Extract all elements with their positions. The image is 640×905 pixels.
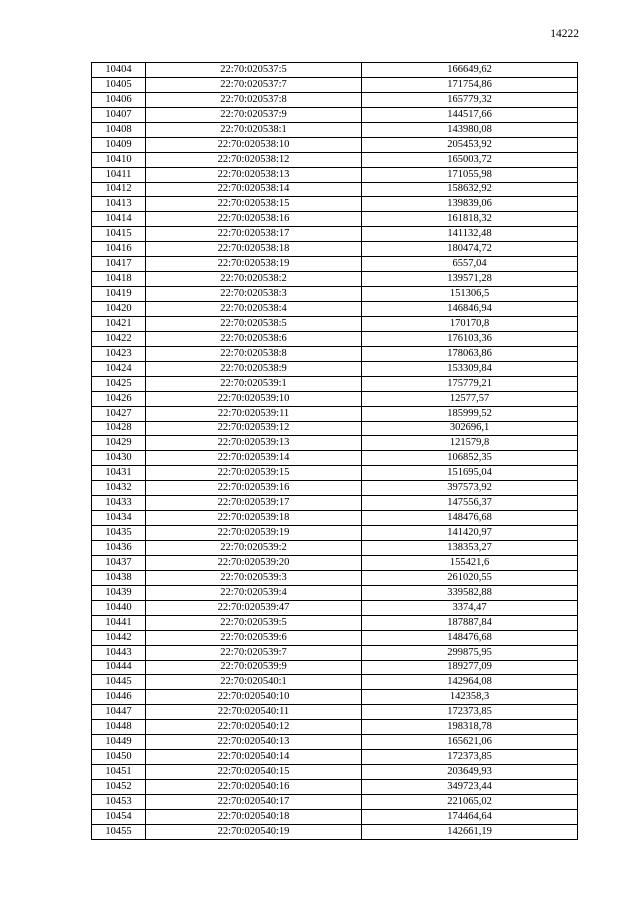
- cadastral-number-cell: 22:70:020538:10: [146, 137, 362, 152]
- value-cell: 161818,32: [362, 212, 578, 227]
- table-row: [92, 690, 578, 705]
- value-cell: 3374,47: [362, 600, 578, 615]
- value-cell: 121579,8: [362, 436, 578, 451]
- value-cell: 144517,66: [362, 107, 578, 122]
- cadastral-number-cell: 22:70:020540:15: [146, 765, 362, 780]
- value-cell: 142358,3: [362, 690, 578, 705]
- value-cell: 153309,84: [362, 361, 578, 376]
- table-row: [92, 107, 578, 122]
- cadastral-number-cell: 22:70:020538:9: [146, 361, 362, 376]
- row-number-cell: 10414: [92, 212, 146, 227]
- table-row: [92, 63, 578, 78]
- value-cell: 12577,57: [362, 391, 578, 406]
- cadastral-number-cell: 22:70:020540:11: [146, 705, 362, 720]
- table-row: [92, 645, 578, 660]
- row-number-cell: 10445: [92, 675, 146, 690]
- table-row: [92, 92, 578, 107]
- table-row: [92, 735, 578, 750]
- cadastral-number-cell: 22:70:020539:5: [146, 615, 362, 630]
- value-cell: 189277,09: [362, 660, 578, 675]
- value-cell: 180474,72: [362, 242, 578, 257]
- table-row: [92, 242, 578, 257]
- row-number-cell: 10426: [92, 391, 146, 406]
- value-cell: 141420,97: [362, 526, 578, 541]
- cadastral-number-cell: 22:70:020539:12: [146, 421, 362, 436]
- table-row: [92, 391, 578, 406]
- cadastral-number-cell: 22:70:020538:5: [146, 316, 362, 331]
- row-number-cell: 10405: [92, 77, 146, 92]
- row-number-cell: 10412: [92, 182, 146, 197]
- table-row: [92, 765, 578, 780]
- value-cell: 146846,94: [362, 302, 578, 317]
- table-row: [92, 346, 578, 361]
- cadastral-number-cell: 22:70:020540:19: [146, 824, 362, 839]
- table-row: [92, 287, 578, 302]
- cadastral-number-cell: 22:70:020539:4: [146, 585, 362, 600]
- row-number-cell: 10434: [92, 511, 146, 526]
- cadastral-number-cell: 22:70:020538:15: [146, 197, 362, 212]
- row-number-cell: 10416: [92, 242, 146, 257]
- table-row: [92, 466, 578, 481]
- value-cell: 187887,84: [362, 615, 578, 630]
- row-number-cell: 10444: [92, 660, 146, 675]
- row-number-cell: 10424: [92, 361, 146, 376]
- cadastral-number-cell: 22:70:020538:16: [146, 212, 362, 227]
- cadastral-number-cell: 22:70:020538:1: [146, 122, 362, 137]
- table-row: [92, 496, 578, 511]
- table-row: [92, 780, 578, 795]
- cadastral-number-cell: 22:70:020538:4: [146, 302, 362, 317]
- row-number-cell: 10439: [92, 585, 146, 600]
- cadastral-number-cell: 22:70:020539:13: [146, 436, 362, 451]
- row-number-cell: 10421: [92, 316, 146, 331]
- table-row: [92, 481, 578, 496]
- row-number-cell: 10413: [92, 197, 146, 212]
- cadastral-number-cell: 22:70:020538:8: [146, 346, 362, 361]
- cadastral-number-cell: 22:70:020540:17: [146, 794, 362, 809]
- table-row: [92, 526, 578, 541]
- cadastral-number-cell: 22:70:020538:3: [146, 287, 362, 302]
- cadastral-number-cell: 22:70:020539:2: [146, 541, 362, 556]
- row-number-cell: 10448: [92, 720, 146, 735]
- cadastral-number-cell: 22:70:020539:14: [146, 451, 362, 466]
- table-row: [92, 794, 578, 809]
- row-number-cell: 10437: [92, 555, 146, 570]
- row-number-cell: 10429: [92, 436, 146, 451]
- cadastral-number-cell: 22:70:020540:1: [146, 675, 362, 690]
- value-cell: 174464,64: [362, 809, 578, 824]
- value-cell: 147556,37: [362, 496, 578, 511]
- row-number-cell: 10415: [92, 227, 146, 242]
- value-cell: 155421,6: [362, 555, 578, 570]
- table-row: [92, 720, 578, 735]
- cadastral-number-cell: 22:70:020537:7: [146, 77, 362, 92]
- table-row: [92, 750, 578, 765]
- cadastral-number-cell: 22:70:020538:12: [146, 152, 362, 167]
- cadastral-number-cell: 22:70:020539:3: [146, 570, 362, 585]
- value-cell: 165621,06: [362, 735, 578, 750]
- value-cell: 302696,1: [362, 421, 578, 436]
- table-row: [92, 361, 578, 376]
- table-row: [92, 376, 578, 391]
- row-number-cell: 10452: [92, 780, 146, 795]
- row-number-cell: 10425: [92, 376, 146, 391]
- value-cell: 170170,8: [362, 316, 578, 331]
- table-row: [92, 212, 578, 227]
- row-number-cell: 10410: [92, 152, 146, 167]
- value-cell: 261020,55: [362, 570, 578, 585]
- value-cell: 203649,93: [362, 765, 578, 780]
- page-number: 14222: [550, 28, 579, 40]
- row-number-cell: 10419: [92, 287, 146, 302]
- row-number-cell: 10440: [92, 600, 146, 615]
- value-cell: 171055,98: [362, 167, 578, 182]
- row-number-cell: 10406: [92, 92, 146, 107]
- row-number-cell: 10436: [92, 541, 146, 556]
- registry-table: [91, 62, 578, 840]
- cadastral-number-cell: 22:70:020539:11: [146, 406, 362, 421]
- row-number-cell: 10418: [92, 272, 146, 287]
- cadastral-number-cell: 22:70:020537:9: [146, 107, 362, 122]
- table-row: [92, 331, 578, 346]
- cadastral-number-cell: 22:70:020539:15: [146, 466, 362, 481]
- table-row: [92, 630, 578, 645]
- value-cell: 221065,02: [362, 794, 578, 809]
- cadastral-number-cell: 22:70:020538:2: [146, 272, 362, 287]
- table-row: [92, 511, 578, 526]
- table-row: [92, 302, 578, 317]
- value-cell: 148476,68: [362, 630, 578, 645]
- value-cell: 176103,36: [362, 331, 578, 346]
- row-number-cell: 10417: [92, 257, 146, 272]
- table-row: [92, 137, 578, 152]
- value-cell: 158632,92: [362, 182, 578, 197]
- value-cell: 171754,86: [362, 77, 578, 92]
- table-row: [92, 705, 578, 720]
- row-number-cell: 10431: [92, 466, 146, 481]
- row-number-cell: 10433: [92, 496, 146, 511]
- table-row: [92, 615, 578, 630]
- value-cell: 172373,85: [362, 750, 578, 765]
- row-number-cell: 10455: [92, 824, 146, 839]
- table-row: [92, 406, 578, 421]
- cadastral-number-cell: 22:70:020537:5: [146, 63, 362, 78]
- value-cell: 349723,44: [362, 780, 578, 795]
- row-number-cell: 10422: [92, 331, 146, 346]
- cadastral-number-cell: 22:70:020538:6: [146, 331, 362, 346]
- row-number-cell: 10441: [92, 615, 146, 630]
- cadastral-number-cell: 22:70:020539:1: [146, 376, 362, 391]
- row-number-cell: 10438: [92, 570, 146, 585]
- cadastral-number-cell: 22:70:020539:17: [146, 496, 362, 511]
- table-row: [92, 809, 578, 824]
- row-number-cell: 10449: [92, 735, 146, 750]
- table-row: [92, 824, 578, 839]
- row-number-cell: 10453: [92, 794, 146, 809]
- table-row: [92, 541, 578, 556]
- cadastral-number-cell: 22:70:020539:47: [146, 600, 362, 615]
- cadastral-number-cell: 22:70:020539:20: [146, 555, 362, 570]
- table-row: [92, 77, 578, 92]
- table-row: [92, 585, 578, 600]
- row-number-cell: 10442: [92, 630, 146, 645]
- cadastral-number-cell: 22:70:020539:10: [146, 391, 362, 406]
- table-row: [92, 600, 578, 615]
- value-cell: 166649,62: [362, 63, 578, 78]
- row-number-cell: 10446: [92, 690, 146, 705]
- row-number-cell: 10430: [92, 451, 146, 466]
- cadastral-number-cell: 22:70:020537:8: [146, 92, 362, 107]
- value-cell: 142964,08: [362, 675, 578, 690]
- cadastral-number-cell: 22:70:020538:17: [146, 227, 362, 242]
- cadastral-number-cell: 22:70:020539:6: [146, 630, 362, 645]
- table-row: [92, 660, 578, 675]
- value-cell: 339582,88: [362, 585, 578, 600]
- cadastral-number-cell: 22:70:020540:18: [146, 809, 362, 824]
- cadastral-number-cell: 22:70:020540:13: [146, 735, 362, 750]
- cadastral-number-cell: 22:70:020540:14: [146, 750, 362, 765]
- row-number-cell: 10428: [92, 421, 146, 436]
- table-row: [92, 436, 578, 451]
- value-cell: 6557,04: [362, 257, 578, 272]
- value-cell: 151695,04: [362, 466, 578, 481]
- cadastral-number-cell: 22:70:020539:9: [146, 660, 362, 675]
- cadastral-number-cell: 22:70:020538:13: [146, 167, 362, 182]
- row-number-cell: 10432: [92, 481, 146, 496]
- cadastral-number-cell: 22:70:020540:10: [146, 690, 362, 705]
- cadastral-number-cell: 22:70:020538:19: [146, 257, 362, 272]
- row-number-cell: 10454: [92, 809, 146, 824]
- cadastral-number-cell: 22:70:020539:16: [146, 481, 362, 496]
- cadastral-number-cell: 22:70:020538:18: [146, 242, 362, 257]
- value-cell: 138353,27: [362, 541, 578, 556]
- row-number-cell: 10411: [92, 167, 146, 182]
- value-cell: 165779,32: [362, 92, 578, 107]
- table-row: [92, 167, 578, 182]
- value-cell: 148476,68: [362, 511, 578, 526]
- value-cell: 178063,86: [362, 346, 578, 361]
- row-number-cell: 10427: [92, 406, 146, 421]
- value-cell: 106852,35: [362, 451, 578, 466]
- cadastral-number-cell: 22:70:020540:12: [146, 720, 362, 735]
- cadastral-number-cell: 22:70:020539:7: [146, 645, 362, 660]
- value-cell: 139571,28: [362, 272, 578, 287]
- value-cell: 198318,78: [362, 720, 578, 735]
- table-row: [92, 257, 578, 272]
- value-cell: 175779,21: [362, 376, 578, 391]
- row-number-cell: 10451: [92, 765, 146, 780]
- value-cell: 205453,92: [362, 137, 578, 152]
- table-row: [92, 197, 578, 212]
- cadastral-number-cell: 22:70:020538:14: [146, 182, 362, 197]
- table-row: [92, 122, 578, 137]
- table-row: [92, 316, 578, 331]
- row-number-cell: 10408: [92, 122, 146, 137]
- table-row: [92, 182, 578, 197]
- value-cell: 139839,06: [362, 197, 578, 212]
- table-row: [92, 451, 578, 466]
- row-number-cell: 10409: [92, 137, 146, 152]
- value-cell: 151306,5: [362, 287, 578, 302]
- value-cell: 397573,92: [362, 481, 578, 496]
- row-number-cell: 10423: [92, 346, 146, 361]
- cadastral-number-cell: 22:70:020539:18: [146, 511, 362, 526]
- registry-table-body: [92, 63, 578, 840]
- cadastral-number-cell: 22:70:020539:19: [146, 526, 362, 541]
- value-cell: 165003,72: [362, 152, 578, 167]
- row-number-cell: 10404: [92, 63, 146, 78]
- value-cell: 143980,08: [362, 122, 578, 137]
- row-number-cell: 10447: [92, 705, 146, 720]
- row-number-cell: 10435: [92, 526, 146, 541]
- value-cell: 185999,52: [362, 406, 578, 421]
- value-cell: 299875,95: [362, 645, 578, 660]
- row-number-cell: 10450: [92, 750, 146, 765]
- cadastral-number-cell: 22:70:020540:16: [146, 780, 362, 795]
- row-number-cell: 10420: [92, 302, 146, 317]
- value-cell: 142661,19: [362, 824, 578, 839]
- table-row: [92, 555, 578, 570]
- table-row: [92, 421, 578, 436]
- row-number-cell: 10407: [92, 107, 146, 122]
- value-cell: 141132,48: [362, 227, 578, 242]
- row-number-cell: 10443: [92, 645, 146, 660]
- table-row: [92, 675, 578, 690]
- table-row: [92, 227, 578, 242]
- table-row: [92, 570, 578, 585]
- value-cell: 172373,85: [362, 705, 578, 720]
- table-row: [92, 152, 578, 167]
- table-row: [92, 272, 578, 287]
